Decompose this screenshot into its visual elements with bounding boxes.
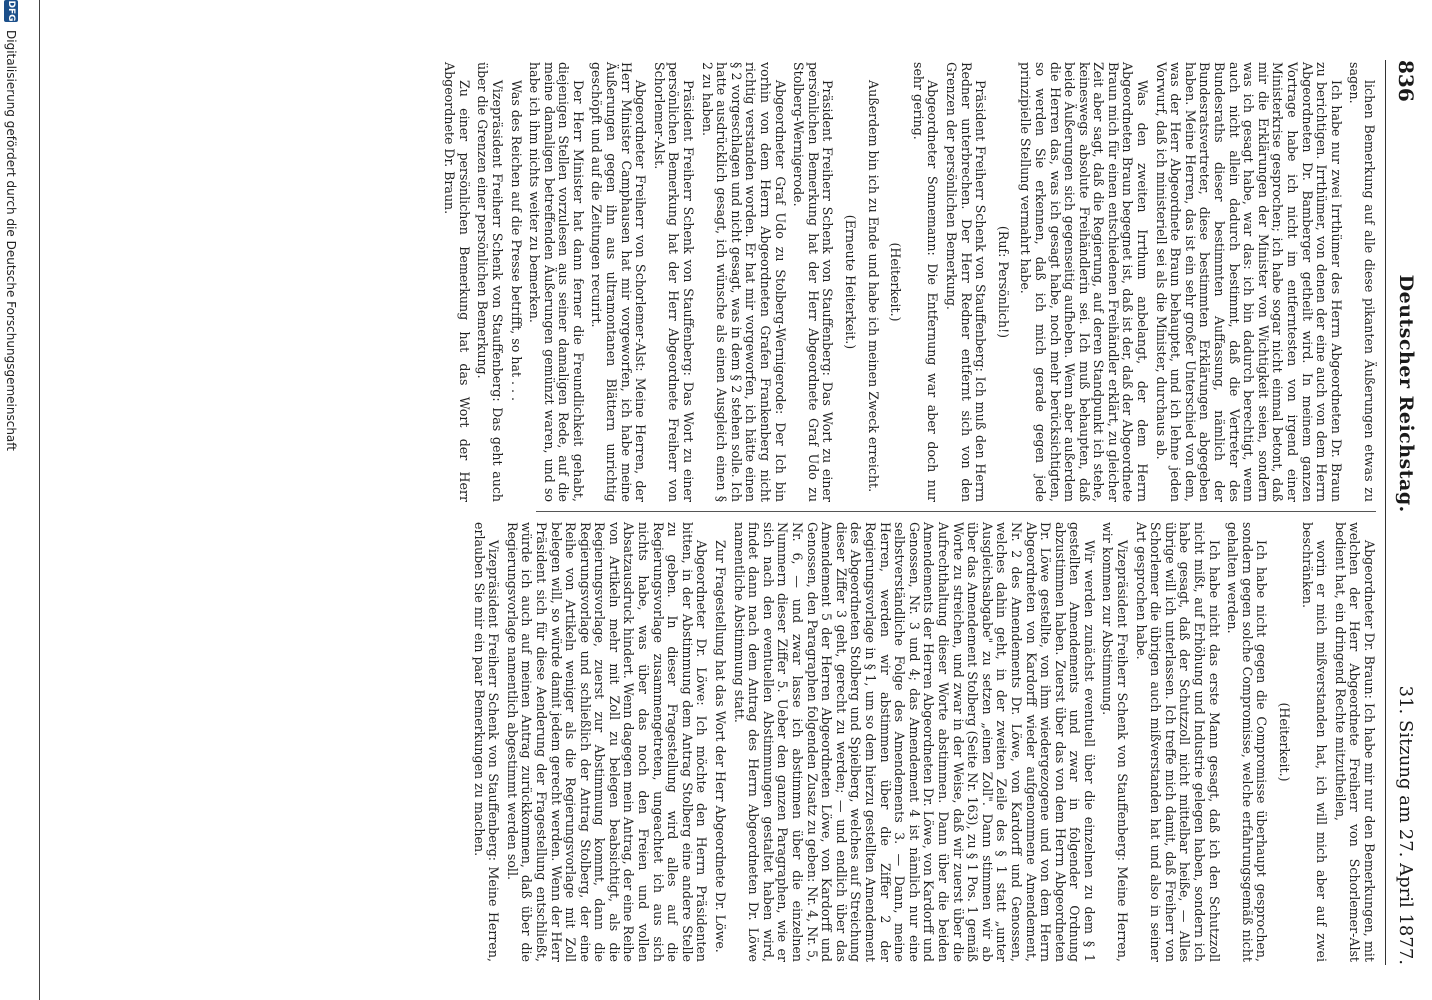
text-paragraph: Abgeordneter Freiherr von Schorlemer-Alst: Meine Herren, der Herr Minister Camphausen hat mir vorgeworfen, ich habe meine Äußerungen gegen ihn aus ultramontanen Blättern unrichtig geschöpft und auf die Zeitungen recurirt. — [589, 62, 649, 502]
stage-direction: (Heiterkeit.) — [888, 242, 904, 322]
text-paragraph: Präsident Freiherr Schenk von Stauffenberg: Ich muß den Herrn Redner unterbrechen. Der Herr Redner entfernt sich von den Grenzen der persönlichen Bemerkung. — [943, 62, 989, 502]
text-paragraph: Außerdem bin ich zu Ende und habe ich meinen Zweck erreicht. — [865, 80, 881, 493]
footer-credit-text: Digitalisierung gefördert durch die Deutsche Forschungsgemeinschaft — [4, 30, 18, 452]
page-number: 836 — [1394, 60, 1418, 102]
text-paragraph: Ich habe nur zwei Irrthümer des Herrn Abgeordneten Dr. Braun zu berichtigen. Irrthümer, von denen der eine auch von dem Herrn Abgeordneten Dr. Bamberger getheilt wird. In meinem ganzen Vortrage habe ich nicht im entferntesten von irgend einer Ministerkrise gesprochen; ich habe sogar nicht einmal betont, daß mir die Erklärungen der Minister von Wichtigkeit seien, sondern was ich gesagt habe, war das: ich bin dadurch berechtigt, wenn auch nicht allein dadurch bestimmt, daß die Vertreter des Bundesraths dieser bestimmten Auffassung, nämlich der Bundesratsvertreter, diese bestimmten Erklärungen abgegeben haben. Meine Herren, das ist ein sehr großer Unterschied von dem, was der Herr Abgeordnete Braun behauptet, und ich lehne jeden Vorwurf, daß ich ministeriell sei als die Minister, durchaus ab. — [1153, 62, 1344, 502]
text-paragraph: Vizepräsident Freiherr Schenk von Stauffenberg: Meine Herren, erlauben Sie mir ein paar Bemerkungen zu machen. — [471, 522, 502, 962]
text-paragraph: Abgeordneter Dr. Braun: Ich habe mir nur den Bemerkungen, mit welchen der Herr Abgeordnete Freiherr von Schorlemer-Alst bedient hat, ein dringend Rechte mitzutheilen, — [1332, 522, 1377, 962]
text-paragraph: Der Herr Minister hat dann ferner die Freundlichkeit gehabt, diejenigen Stellen vorzulesen aus seiner damaligen Rede, auf die meine damaligen betreffenden Äußerungen gemünzt waren, und so habe ich ihm nichts weiter zu bemerken. — [527, 62, 586, 502]
text-paragraph: Präsident Freiherr Schenk von Stauffenberg: Das Wort zu einer persönlichen Bemerkung hat der Herr Abgeordnete Freiherr von Schorlemer-Alst. — [651, 62, 697, 502]
left-column — [442, 62, 1376, 502]
text-paragraph: lichen Bemerkung auf alle diese pikanten Äußerungen etwas zu sagen. — [1347, 62, 1377, 502]
text-paragraph: Abgeordneter Graf Udo zu Stolberg-Wernigerode: Der Ich bin vorhin von dem Herrn Abgeordneten Grafen Frankenberg nicht richtig verstanden worden. Er hat mir vorgeworfen, ich hätte einen § 2 vorgeschlagen und nicht gesagt, was in dem § 2 stehen solle. Ich hatte ausdrücklich gesagt, ich wünsche als einen Ausgleich einen § 2 zu haben. — [699, 62, 788, 502]
dfg-logo-icon: DFG — [6, 0, 16, 22]
stage-direction: (Heiterkeit.) — [1277, 702, 1293, 782]
stage-direction: (Erneute Heiterkeit.) — [843, 214, 858, 350]
text-paragraph: Abgeordneter Sonnemann: Die Entfernung war aber doch nur sehr gering. — [910, 62, 941, 502]
text-paragraph: Zur Fragestellung hat das Wort der Herr Abgeordnete Dr. Löwe. — [713, 540, 729, 953]
text-paragraph: Wir werden zunächst eventuell über die einzelnen zu dem § 1 gestellten Amendements und zwar in folgender Ordnung abzustimmen haben. Zuerst über das von dem Herrn Abgeordneten Dr. Löwe gestellte, von ihm wiedergezogene und von dem Herrn Abgeordneten von Kardorff wieder aufgenommene Amendement, Nr. 2 des Amendements Dr. Löwe, von Kardorff und Genossen, welches dahin geht, in der zweiten Zeile des § 1 statt „unter Ausgleichsabgabe" zu setzen „einen Zoll". Dann stimmen wir ab über das Amendement Stolberg (Seite Nr. 163), zu § 1 Pos. 1 gemäß Worte zu streichen, und zwar in der Weise, daß wir zuerst über die Aufrechthaltung dieser Worte abstimmen. Dann über die beiden Amendements der Herren Abgeordneten Dr. Löwe, von Kardorff und Genossen, Nr. 3 und 4; das Amendement 4 ist nämlich nur eine selbstverständliche Folge des Amendements 3. — Dann, meine Herren, werden wir abstimmen über die Ziffer 2 der Regierungsvorlage in § 1, um so dem hierzu gestellten Amendement des Abgeordneten Stolberg und Spielberg, welches auf Streichung dieser Ziffer 3 geht, gerecht zu werden; — und endlich über das Amendement 5 der Herren Abgeordneten Löwe, von Kardorff und Genossen, den Paragraphen folgenden Zusatz zu geben: Nr. 4, Nr. 5, Nr. 6, — und zwar lasse ich abstimmen über die einzelnen Nummern dieser Ziffer 5. Ueber den ganzen Paragraphen, wie er sich nach den eventuellen Abstimmungen gestaltet haben wird, findet dann nach dem Antrag des Herrn Abgeordneten Dr. Löwe namentliche Abstimmung statt. — [731, 522, 1097, 962]
text-paragraph: Was den zweiten Irrthum anbelangt, der dem Herrn Abgeordneten Braun begegnet ist, daß ist der, daß der Abgeordnete Braun mich für einen entschiedenen Freihändler erklärt, zu gleicher Zeit aber sagt, daß die Regierung, auf deren Standpunkt ich stehe, keineswegs absolute Freihändlerin sei. Ich muß behaupten, daß beide Äußerungen sich gegenseitig aufheben. Wenn aber außerdem die Herren das, was ich gesagt habe, noch mehr berücksichtigten, so werden Sie erkennen, daß ich mich gerade gegen jede prinzipielle Stellung vermahrt habe. — [1018, 62, 1151, 502]
text-paragraph: Vizepräsident Freiherr Schenk von Stauffenberg: Das geht auch über die Grenzen einer persönlichen Bemerkung. — [475, 62, 505, 502]
page-edge-line — [39, 0, 40, 1000]
text-paragraph: Ich habe nicht gegen die Compromisse überhaupt gesprochen, sondern gegen solche Compromisse, welche erfahrungsgemäß nicht gehalten werden. — [1225, 522, 1270, 962]
session-info: 31. Sitzung am 27. April 1877. — [1395, 685, 1417, 965]
text-paragraph: Vizepräsident Freiherr Schenk von Stauffenberg: Meine Herren, wir kommen zur Abstimmung. — [1100, 522, 1131, 962]
text-paragraph: Präsident Freiherr Schenk von Stauffenberg: Das Wort zu einer persönlichen Bemerkung hat der Herr Abgeordnete Graf Udo zu Stolberg-Wernigerode. — [791, 62, 836, 502]
page-title: Deutscher Reichstag. — [1395, 274, 1417, 513]
text-paragraph: worin er mich mißverstanden hat, ich will mich aber auf zwei beschränken. — [1299, 522, 1330, 962]
column-divider — [536, 511, 1376, 512]
page-header — [1385, 60, 1426, 965]
text-paragraph: Zu einer persönlichen Bemerkung hat das Wort der Herr Abgeordnete Dr. Braun. — [442, 62, 472, 502]
text-paragraph: Was des Reichen auf die Presse betrifft, so hat . . . — [508, 80, 524, 402]
text-paragraph: Abgeordneter Dr. Löwe: Ich möchte den Herrn Präsidenten bitten, in der Abstimmung dem Antrag Stolberg eine andere Stelle zu geben. In dieser Fragestellung wird alles auf die Regierungsvorlage zusammengetreten, ungeachtet ich aus sich nichts habe, was über das noch den Freien und vollen Absatzausdruck hindert. Wenn dagegen mein Antrag, der eine Reihe von Artikeln mehr mit Zoll zu belegen beabsichtigt, als die Regierungsvorlage, zuerst zur Abstimmung kommt, dann die Regierungsvorlage und schließlich der Antrag Stolberg, der eine Reihe von Artikeln weniger als die Regierungsvorlage mit Zoll belegen will, so würde damit jedem gerecht werden. Wenn der Herr Präsident sich für diese Aenderung der Fragestellung entschließt, würde ich auch auf meinen Antrag zurückkommen, daß über die Regierungsvorlage namentlich abgestimmt werden soll. — [504, 522, 710, 962]
right-column — [471, 522, 1376, 962]
text-paragraph: Ich habe nicht das erste Mann gesagt, daß ich den Schutzzoll nicht mißt, auf Erhöhung und Industrie gelegen haben, sondern ich habe gesagt, daß der Schutzzoll nicht mittelbar heiße, — Alles übrige will ich unterlassen. Ich treffe mich damit, daß Freiherr von Schorlemer die übrigen auch mißverstanden hat und also in seiner Art gesprochen habe. — [1133, 522, 1222, 962]
footer-credit — [2, 0, 20, 1000]
stage-direction: (Ruf: Persönlich!) — [995, 225, 1011, 339]
